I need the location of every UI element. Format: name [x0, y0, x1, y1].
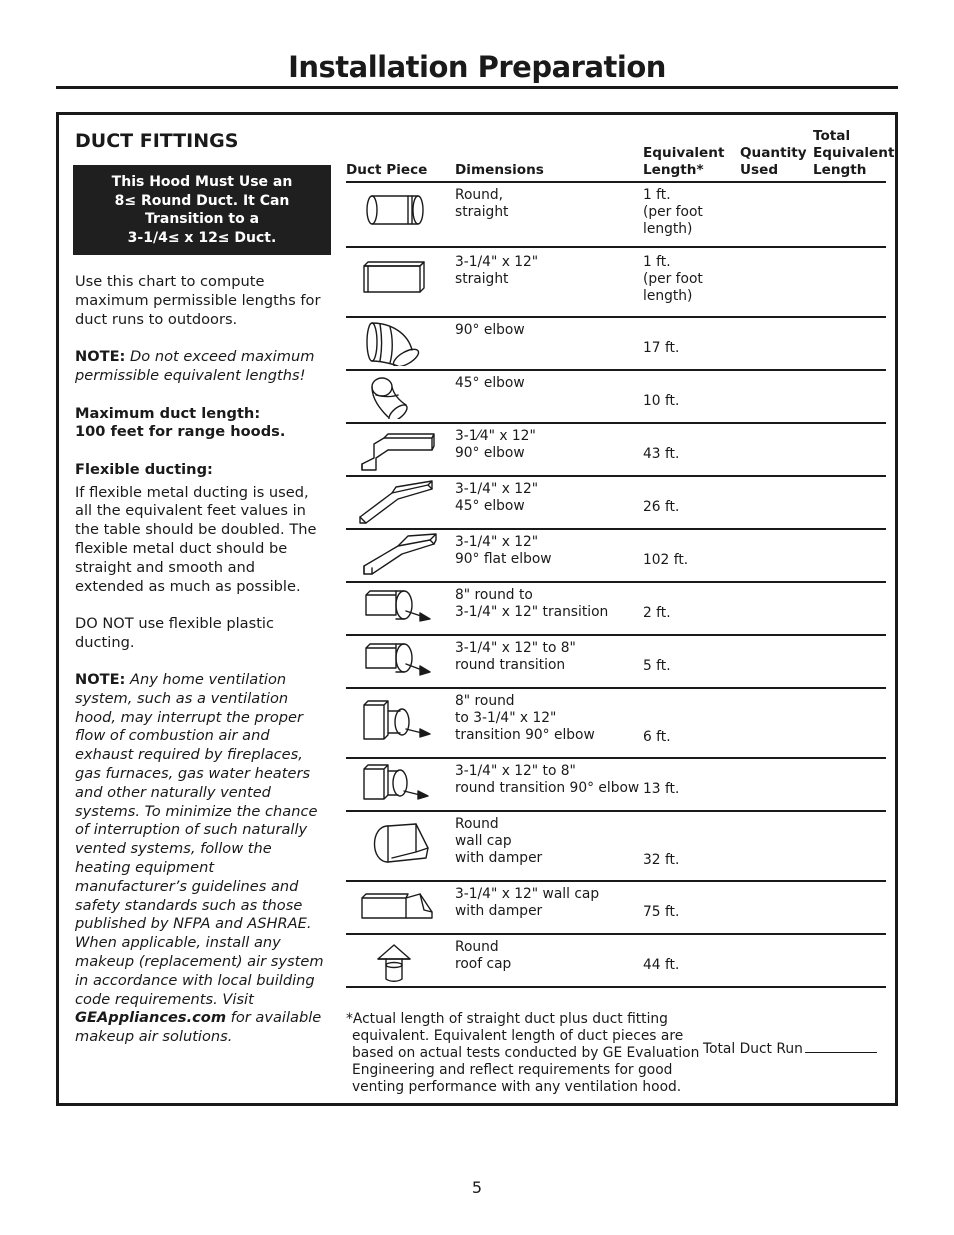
callout-line: 3-1/4≤ x 12≤ Duct. [127, 229, 277, 246]
table-row [346, 636, 886, 689]
equivalent-length-cell: 32 ft. [643, 852, 680, 868]
round-wall-cap-icon [358, 822, 438, 868]
callout-line: This Hood Must Use an [111, 174, 293, 190]
table-row [346, 424, 886, 477]
dimensions-cell: 8" round to 3-1/4" x 12" transition [455, 587, 609, 620]
equivalent-length-cell: 13 ft. [643, 781, 680, 797]
header-dimensions: Dimensions [455, 162, 544, 178]
max-length-line: Maximum duct length: [75, 404, 261, 422]
total-duct-run [703, 1041, 877, 1058]
flexible-ducting-text: If flexible metal ducting is used, all the equivalent feet values in the table should be doubled. The flexible metal duct should be straight and smooth and extended as much as possible. [75, 483, 317, 595]
equivalent-length-cell: 6 ft. [643, 729, 671, 745]
equivalent-length-cell: 44 ft. [643, 957, 680, 973]
round-to-rect-transition-icon [358, 585, 438, 631]
note-label: NOTE: [75, 671, 126, 689]
dimensions-cell: 45° elbow [455, 375, 525, 391]
duct-fittings-table [346, 127, 895, 1095]
dimensions-cell: 3-1⁄4" x 12" 90° elbow [455, 428, 536, 461]
round-roof-cap-icon [358, 937, 438, 983]
dimensions-cell: 3-1/4" x 12" 90° flat elbow [455, 534, 552, 567]
callout-line: Transition to a [144, 211, 260, 228]
equivalent-length-cell: 75 ft. [643, 904, 680, 920]
note-text-end: for available makeup air solutions. [75, 1009, 322, 1046]
table-row [346, 477, 886, 530]
intro-text: Use this chart to compute maximum permissible lengths for duct runs to outdoors. [75, 273, 321, 328]
dimensions-cell: Round wall cap with damper [455, 816, 543, 866]
dimensions-cell: 3-1/4" x 12" wall cap with damper [455, 886, 600, 919]
equivalent-length-cell: 5 ft. [643, 658, 671, 674]
dimensions-cell: 3-1/4" x 12" to 8" round transition [455, 640, 576, 673]
rect-straight-duct-icon [358, 258, 438, 304]
equivalent-length-cell: 1 ft. (per foot length) [643, 254, 703, 304]
rect-wall-cap-icon [358, 884, 438, 930]
title-rule [56, 86, 898, 89]
rect-45-elbow-icon [358, 479, 438, 525]
no-plastic-warning: DO NOT use flexible plastic ducting. [75, 614, 274, 651]
header-total-equivalent-length: Total Equivalent Length [813, 128, 895, 178]
table-row [346, 248, 886, 318]
table-row [346, 759, 886, 812]
header-quantity-used: Quantity Used [740, 145, 807, 178]
note-label: NOTE: [75, 348, 126, 366]
round-straight-duct-icon [358, 189, 438, 235]
content-frame [56, 112, 898, 1106]
note-text: Do not exceed maximum permissible equivalent lengths! [75, 348, 315, 385]
page-title: Installation Preparation [288, 50, 666, 84]
callout-line: 8≤ Round Duct. It Can [114, 192, 290, 209]
equivalent-length-cell: 2 ft. [643, 605, 671, 621]
table-row [346, 371, 886, 424]
equivalent-length-cell: 102 ft. [643, 552, 689, 568]
dimensions-cell: 8" round to 3-1/4" x 12" transition 90° elbow [455, 693, 595, 743]
rect-to-round-transition-icon [358, 638, 438, 684]
header-equivalent-length: Equivalent Length* [643, 145, 725, 178]
left-column [75, 129, 325, 1066]
total-duct-run-blank[interactable] [805, 1052, 877, 1053]
round-90-elbow-icon [358, 320, 438, 366]
equivalent-length-cell: 1 ft. (per foot length) [643, 187, 703, 237]
rect-90-flat-elbow-icon [358, 532, 438, 578]
table-row [346, 530, 886, 583]
note-equivalent-lengths [75, 348, 325, 386]
note-text: Any home ventilation system, such as a ventilation hood, may interrupt the proper flow of combustion air and exhaust required by fireplaces, gas furnaces, gas water heaters and other naturally vented systems. To minimize the chance of interruption of such naturally vented systems, follow the heating equipment manufacturer’s guidelines and safety standards such as those published by NFPA and ASHRAE. When applicable, install any makeup (replacement) air system in accordance with local building code requirements. Visit [75, 671, 324, 1008]
equivalent-length-cell: 10 ft. [643, 393, 680, 409]
flexible-ducting-heading [75, 461, 325, 480]
table-header [346, 127, 895, 183]
equivalent-length-cell: 26 ft. [643, 499, 680, 515]
dimensions-cell: 3-1/4" x 12" straight [455, 254, 539, 287]
page-number: 5 [471, 1178, 483, 1197]
dimensions-cell: 3-1/4" x 12" 45° elbow [455, 481, 539, 514]
duct-requirement-callout [73, 165, 331, 255]
max-duct-length [75, 405, 325, 443]
max-length-line: 100 feet for range hoods. [75, 423, 286, 441]
table-row [346, 882, 886, 935]
total-duct-run-label: Total Duct Run [703, 1041, 803, 1057]
round-45-elbow-icon [358, 373, 438, 419]
equivalent-length-cell: 43 ft. [643, 446, 680, 462]
dimensions-cell: 90° elbow [455, 322, 525, 338]
flex-heading-text: Flexible ducting: [75, 460, 213, 478]
table-row [346, 935, 886, 988]
header-duct-piece: Duct Piece [346, 162, 428, 178]
table-row [346, 318, 886, 371]
round-to-rect-90-transition-icon [358, 699, 438, 745]
dimensions-cell: Round roof cap [455, 939, 512, 972]
ge-appliances-link[interactable]: GEAppliances.com [75, 1009, 227, 1027]
rect-to-round-90-transition-icon [358, 761, 438, 807]
table-footnote: *Actual length of straight duct plus duct fitting equivalent. Equivalent length of duct pieces are based on actual tests conducted by GE Evaluation Engineering and reflect requirements for good venting performance with any ventilation hood. [346, 1011, 700, 1095]
table-row [346, 583, 886, 636]
dimensions-cell: 3-1/4" x 12" to 8" round transition 90° elbow [455, 763, 640, 796]
table-row [346, 183, 886, 248]
section-heading: DUCT FITTINGS [75, 130, 239, 152]
table-row [346, 689, 886, 759]
table-row [346, 812, 886, 882]
dimensions-cell: Round, straight [455, 187, 509, 220]
equivalent-length-cell: 17 ft. [643, 340, 680, 356]
rect-90-elbow-icon [358, 428, 438, 474]
note-ventilation [75, 671, 325, 1047]
